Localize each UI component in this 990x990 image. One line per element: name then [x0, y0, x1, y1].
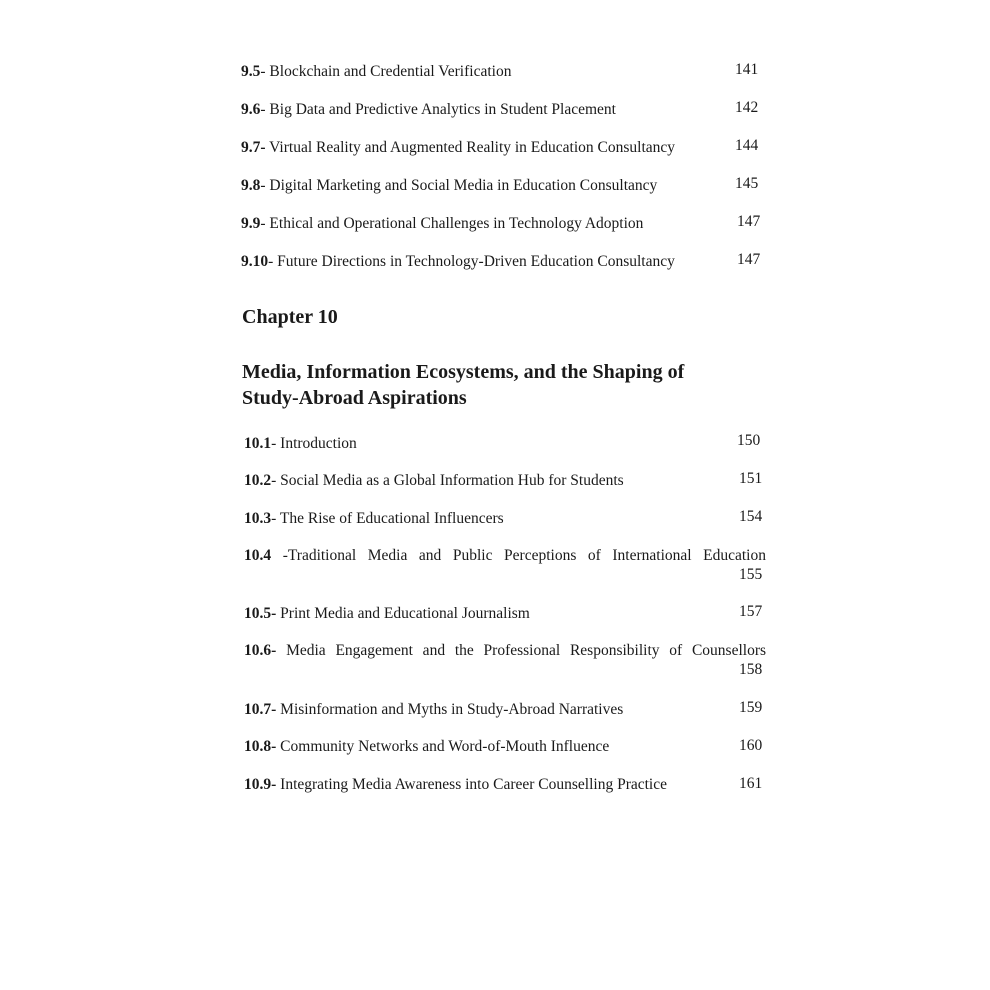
chapter-title — [242, 359, 762, 411]
toc-entry-number: 9.5 — [241, 63, 261, 80]
toc-page-number: 155 — [739, 566, 763, 583]
toc-entry-title: Future Directions in Technology-Driven Education Consultancy — [277, 253, 675, 270]
chapter-label: Chapter 10 — [242, 306, 338, 328]
toc-page-number: 154 — [739, 508, 763, 525]
toc-entry-separator: - — [271, 547, 288, 564]
toc-entry-10-6 — [244, 641, 766, 661]
toc-entry-separator: - — [271, 435, 281, 452]
toc-entry-9-10 — [241, 252, 675, 272]
toc-entry-separator: - — [268, 253, 278, 270]
chapter-title-line: Study-Abroad Aspirations — [242, 387, 467, 409]
toc-page-number: 161 — [739, 775, 763, 792]
toc-entry-title: Ethical and Operational Challenges in Technology Adoption — [269, 215, 644, 232]
toc-entry-title: Big Data and Predictive Analytics in Student Placement — [269, 101, 616, 118]
toc-entry-title: Integrating Media Awareness into Career Counselling Practice — [280, 776, 667, 793]
toc-entry-number: 10.1 — [244, 435, 272, 452]
toc-page-number: 147 — [737, 251, 761, 268]
toc-page-number: 158 — [739, 661, 763, 678]
toc-page-number: 144 — [735, 137, 759, 154]
toc-entry-10-7 — [244, 700, 623, 720]
toc-page-number: 142 — [735, 99, 759, 116]
toc-entry-separator — [276, 642, 286, 659]
toc-entry-number: 9.10 — [241, 253, 269, 270]
toc-entry-10-5 — [244, 604, 530, 624]
toc-entry-9-9 — [241, 214, 643, 234]
toc-entry-10-2 — [244, 471, 624, 491]
toc-entry-9-7 — [241, 138, 675, 158]
toc-page-number: 147 — [737, 213, 761, 230]
toc-page-number: 160 — [739, 737, 763, 754]
toc-entry-10-3 — [244, 509, 504, 529]
toc-entry-10-1 — [244, 434, 357, 454]
toc-entry-separator: - — [260, 177, 270, 194]
toc-page-number: 141 — [735, 61, 759, 78]
toc-entry-number: 10.8- — [244, 738, 277, 755]
toc-entry-9-8 — [241, 176, 657, 196]
toc-entry-title: Community Networks and Word-of-Mouth Influence — [280, 738, 610, 755]
toc-entry-number: 10.3 — [244, 510, 272, 527]
toc-entry-separator: - — [271, 510, 280, 527]
toc-entry-separator: - — [260, 63, 270, 80]
toc-entry-9-5 — [241, 62, 511, 82]
toc-entry-10-4 — [244, 546, 766, 566]
toc-entry-separator: - — [271, 472, 281, 489]
toc-entry-title: Introduction — [280, 435, 357, 452]
toc-page-number: 150 — [737, 432, 761, 449]
toc-entry-number: 10.5- — [244, 605, 277, 622]
toc-entry-number: 9.7- — [241, 139, 266, 156]
toc-entry-number: 10.4 — [244, 547, 272, 564]
toc-page-number: 151 — [739, 470, 763, 487]
toc-entry-number: 9.6 — [241, 101, 261, 118]
toc-entry-number: 10.9- — [244, 776, 277, 793]
toc-entry-title: Misinformation and Myths in Study-Abroad Narratives — [280, 701, 624, 718]
chapter-title-line: Media, Information Ecosystems, and the Shaping of — [242, 361, 685, 383]
toc-entry-title: Traditional Media and Public Perceptions of International Education — [287, 547, 766, 564]
toc-entry-10-9 — [244, 775, 667, 795]
toc-entry-separator: - — [260, 101, 270, 118]
toc-entry-title: Social Media as a Global Information Hub for Students — [280, 472, 624, 489]
toc-entry-number: 9.8 — [241, 177, 261, 194]
toc-entry-number: 10.6- — [244, 642, 277, 659]
toc-entry-10-8 — [244, 737, 609, 757]
toc-entry-9-6 — [241, 100, 616, 120]
toc-page-number: 157 — [739, 603, 763, 620]
toc-entry-title: Blockchain and Credential Verification — [269, 63, 512, 80]
toc-entry-title: Digital Marketing and Social Media in Education Consultancy — [269, 177, 658, 194]
toc-entry-separator: - — [260, 215, 270, 232]
toc-page-number: 159 — [739, 699, 763, 716]
toc-entry-number: 10.2 — [244, 472, 272, 489]
toc-entry-title: The Rise of Educational Influencers — [279, 510, 504, 527]
toc-entry-title: Print Media and Educational Journalism — [280, 605, 530, 622]
toc-entry-number: 9.9 — [241, 215, 261, 232]
toc-entry-number: 10.7- — [244, 701, 277, 718]
toc-page-number: 145 — [735, 175, 759, 192]
toc-entry-title: Media Engagement and the Professional Responsibility of Counsellors — [286, 642, 767, 659]
toc-entry-title: Virtual Reality and Augmented Reality in Education Consultancy — [269, 139, 676, 156]
